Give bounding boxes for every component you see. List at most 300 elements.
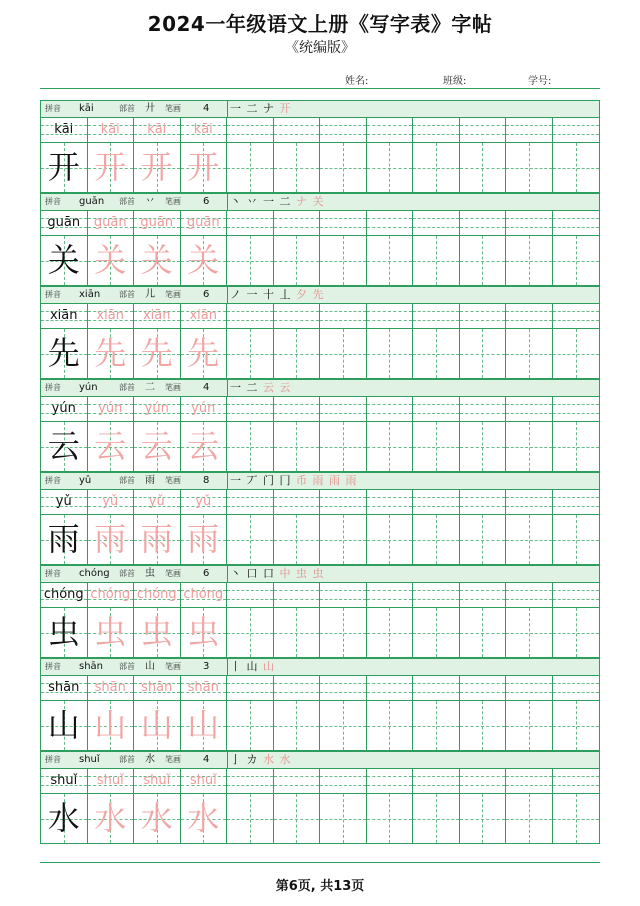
stroke-order-dark: 一 二 ナ [230, 102, 275, 115]
pinyin-cell[interactable] [460, 490, 507, 514]
character-cell [181, 608, 228, 657]
character-cell[interactable] [506, 701, 553, 750]
character-cell [88, 794, 135, 843]
strokes-label: 笔画 [165, 476, 181, 485]
pinyin-cell [181, 490, 228, 514]
name-label: 姓名: [345, 76, 369, 87]
pinyin-cell[interactable] [274, 211, 321, 235]
pinyin-cell[interactable] [227, 490, 274, 514]
pinyin-cell[interactable] [320, 304, 367, 328]
pinyin-cell [181, 397, 228, 421]
pinyin-cell[interactable] [274, 676, 321, 700]
pinyin-cell[interactable] [460, 769, 507, 793]
character-cell[interactable] [367, 515, 414, 564]
pinyin-cell[interactable] [367, 676, 414, 700]
pinyin-trace: chóng [183, 587, 224, 602]
pinyin-cell [181, 211, 228, 235]
pinyin-cell[interactable] [460, 304, 507, 328]
pinyin-cell[interactable] [460, 397, 507, 421]
pinyin-cell[interactable] [413, 118, 460, 142]
pinyin-label: 拼音 [45, 662, 61, 671]
character-cell [41, 515, 88, 564]
character-row [40, 328, 600, 379]
pinyin-trace: guān [186, 215, 220, 230]
pinyin-trace: yún [191, 401, 216, 416]
character-cell[interactable] [460, 422, 507, 471]
pinyin-cell [134, 583, 181, 607]
character-trace: 关 [187, 241, 220, 279]
pinyin-cell[interactable] [553, 304, 600, 328]
pinyin-row [40, 397, 600, 421]
stroke-order-dark: 一 丆 门 冂 [230, 474, 292, 487]
character-example: 云 [47, 427, 80, 465]
character-cell[interactable] [227, 794, 274, 843]
pinyin-cell[interactable] [227, 583, 274, 607]
character-cell[interactable] [553, 701, 600, 750]
pinyin-trace: yún [98, 401, 123, 416]
pinyin-cell[interactable] [506, 769, 553, 793]
entry-header [40, 193, 600, 211]
pinyin-trace: xiān [189, 308, 217, 323]
character-cell[interactable] [274, 143, 321, 192]
entry-strokes: 4 [203, 103, 210, 114]
pinyin-cell [181, 676, 228, 700]
character-cell[interactable] [274, 794, 321, 843]
stroke-order-light: 开 [279, 102, 292, 115]
pinyin-cell[interactable] [460, 676, 507, 700]
strokes-label: 笔画 [165, 662, 181, 671]
character-cell[interactable] [274, 701, 321, 750]
pinyin-cell [88, 118, 135, 142]
radical-label: 部首 [119, 197, 135, 206]
pinyin-cell[interactable] [227, 118, 274, 142]
pinyin-trace: kāi [100, 122, 120, 137]
stroke-order [230, 194, 325, 210]
pinyin-cell[interactable] [553, 397, 600, 421]
character-cell[interactable] [367, 422, 414, 471]
character-example: 虫 [47, 613, 80, 651]
pinyin-cell[interactable] [227, 676, 274, 700]
practice-entry [40, 286, 600, 379]
pinyin-cell[interactable] [553, 676, 600, 700]
strokes-label: 笔画 [165, 104, 181, 113]
entry-radical: 水 [145, 754, 155, 765]
character-cell[interactable] [460, 794, 507, 843]
entry-pinyin: xiān [79, 289, 101, 300]
character-cell [134, 515, 181, 564]
pinyin-label: 拼音 [45, 290, 61, 299]
entry-header [40, 379, 600, 397]
pinyin-cell [88, 304, 135, 328]
pinyin-cell [88, 769, 135, 793]
character-cell[interactable] [413, 236, 460, 285]
character-cell[interactable] [367, 329, 414, 378]
character-trace: 云 [187, 427, 220, 465]
character-cell[interactable] [553, 422, 600, 471]
character-cell[interactable] [227, 143, 274, 192]
pinyin-row [40, 676, 600, 700]
character-row [40, 514, 600, 565]
character-cell[interactable] [413, 608, 460, 657]
pinyin-cell[interactable] [367, 397, 414, 421]
character-trace: 水 [140, 799, 173, 837]
pinyin-cell[interactable] [553, 490, 600, 514]
entry-info [41, 380, 228, 396]
pinyin-cell[interactable] [274, 397, 321, 421]
pinyin-cell[interactable] [460, 118, 507, 142]
practice-entry [40, 100, 600, 193]
character-cell[interactable] [460, 515, 507, 564]
pinyin-cell[interactable] [413, 211, 460, 235]
pinyin-cell[interactable] [320, 769, 367, 793]
pinyin-trace: shuǐ [189, 773, 217, 788]
radical-label: 部首 [119, 383, 135, 392]
pinyin-cell[interactable] [320, 211, 367, 235]
entry-info [41, 194, 228, 210]
pinyin-trace: kāi [193, 122, 213, 137]
practice-grid [40, 100, 600, 844]
pinyin-row [40, 211, 600, 235]
character-cell[interactable] [413, 143, 460, 192]
character-cell[interactable] [506, 515, 553, 564]
entry-strokes: 6 [203, 568, 210, 579]
stroke-order-light: 币 雨 雨 雨 [296, 474, 358, 487]
pinyin-cell [181, 769, 228, 793]
practice-entry [40, 658, 600, 751]
stroke-order [230, 659, 275, 675]
character-row [40, 142, 600, 193]
pinyin-cell[interactable] [413, 304, 460, 328]
pinyin-cell[interactable] [413, 769, 460, 793]
character-cell[interactable] [413, 515, 460, 564]
pinyin-cell[interactable] [367, 118, 414, 142]
character-cell [88, 701, 135, 750]
character-trace: 关 [140, 241, 173, 279]
strokes-label: 笔画 [165, 197, 181, 206]
character-cell[interactable] [227, 608, 274, 657]
strokes-label: 笔画 [165, 290, 181, 299]
stroke-order-light: 中 虫 虫 [279, 567, 325, 580]
entry-info [41, 752, 228, 768]
character-cell[interactable] [506, 794, 553, 843]
character-cell [181, 701, 228, 750]
character-cell [181, 794, 228, 843]
character-cell[interactable] [553, 143, 600, 192]
stroke-order-light: 水 水 [263, 753, 292, 766]
pinyin-cell[interactable] [413, 583, 460, 607]
character-cell[interactable] [320, 329, 367, 378]
character-cell[interactable] [274, 515, 321, 564]
pinyin-cell [134, 769, 181, 793]
pinyin-row [40, 583, 600, 607]
character-cell[interactable] [413, 794, 460, 843]
character-trace: 水 [187, 799, 220, 837]
entry-header [40, 658, 600, 676]
character-cell [134, 143, 181, 192]
character-cell[interactable] [320, 608, 367, 657]
pinyin-cell[interactable] [320, 118, 367, 142]
pinyin-trace: yún [144, 401, 169, 416]
character-cell [88, 143, 135, 192]
pinyin-trace: guān [140, 215, 174, 230]
pinyin-trace: shān [141, 680, 173, 695]
character-cell[interactable] [506, 143, 553, 192]
header-divider [40, 88, 600, 89]
pinyin-cell [181, 583, 228, 607]
pinyin-cell[interactable] [553, 583, 600, 607]
pinyin-cell[interactable] [553, 769, 600, 793]
character-cell[interactable] [367, 608, 414, 657]
character-trace: 云 [94, 427, 127, 465]
character-row [40, 235, 600, 286]
radical-label: 部首 [119, 290, 135, 299]
stroke-order-light: 山 [263, 660, 275, 673]
radical-label: 部首 [119, 104, 135, 113]
pinyin-trace: yǔ [102, 494, 119, 509]
pinyin-cell [134, 676, 181, 700]
character-cell [181, 515, 228, 564]
pinyin-cell[interactable] [413, 676, 460, 700]
character-cell[interactable] [506, 608, 553, 657]
character-cell[interactable] [320, 422, 367, 471]
character-cell[interactable] [367, 794, 414, 843]
character-cell[interactable] [553, 515, 600, 564]
pinyin-cell[interactable] [274, 118, 321, 142]
character-cell [41, 236, 88, 285]
stroke-order [230, 101, 292, 117]
entry-pinyin: kāi [79, 103, 94, 114]
character-cell[interactable] [460, 608, 507, 657]
pinyin-row [40, 304, 600, 328]
entry-pinyin: chóng [79, 568, 110, 579]
pinyin-cell[interactable] [320, 397, 367, 421]
stroke-order-dark: 丨 山 [230, 660, 259, 673]
pinyin-cell[interactable] [367, 304, 414, 328]
pinyin-cell [88, 676, 135, 700]
stroke-order-dark: 一 二 [230, 381, 259, 394]
pinyin-cell[interactable] [506, 676, 553, 700]
practice-entry [40, 379, 600, 472]
pinyin-cell[interactable] [506, 118, 553, 142]
character-cell[interactable] [460, 701, 507, 750]
stroke-order [230, 287, 325, 303]
pinyin-cell [88, 397, 135, 421]
pinyin-cell [88, 583, 135, 607]
character-cell[interactable] [274, 608, 321, 657]
pinyin-cell[interactable] [506, 211, 553, 235]
character-cell[interactable] [320, 515, 367, 564]
entry-radical: 虫 [145, 568, 155, 579]
pinyin-cell[interactable] [460, 583, 507, 607]
character-cell[interactable] [320, 701, 367, 750]
pinyin-cell[interactable] [553, 118, 600, 142]
pinyin-cell[interactable] [506, 397, 553, 421]
character-cell [134, 329, 181, 378]
pinyin-cell[interactable] [506, 490, 553, 514]
pinyin-cell[interactable] [506, 583, 553, 607]
character-cell [134, 422, 181, 471]
pinyin-trace: shān [94, 680, 126, 695]
pinyin-cell [134, 118, 181, 142]
character-cell[interactable] [553, 794, 600, 843]
character-row [40, 607, 600, 658]
pinyin-cell[interactable] [274, 583, 321, 607]
pinyin-cell[interactable] [320, 676, 367, 700]
character-row [40, 700, 600, 751]
character-cell [181, 143, 228, 192]
character-cell[interactable] [413, 329, 460, 378]
character-cell [88, 329, 135, 378]
entry-header [40, 100, 600, 118]
pinyin-cell [41, 769, 88, 793]
radical-label: 部首 [119, 569, 135, 578]
character-cell [41, 329, 88, 378]
character-cell [181, 329, 228, 378]
pinyin-example: xiān [49, 308, 78, 323]
pinyin-cell[interactable] [553, 211, 600, 235]
character-trace: 山 [187, 706, 220, 744]
pinyin-label: 拼音 [45, 476, 61, 485]
character-trace: 虫 [94, 613, 127, 651]
pinyin-trace: xiān [96, 308, 124, 323]
entry-header [40, 472, 600, 490]
pinyin-cell[interactable] [227, 211, 274, 235]
stroke-order-dark: 丶 丷 一 二 [230, 195, 292, 208]
pinyin-label: 拼音 [45, 197, 61, 206]
pinyin-cell[interactable] [227, 769, 274, 793]
pinyin-cell[interactable] [367, 769, 414, 793]
pinyin-cell[interactable] [274, 769, 321, 793]
practice-entry [40, 565, 600, 658]
pinyin-row [40, 118, 600, 142]
character-trace: 云 [140, 427, 173, 465]
character-cell[interactable] [227, 236, 274, 285]
character-trace: 先 [94, 334, 127, 372]
character-cell[interactable] [274, 329, 321, 378]
character-cell[interactable] [227, 329, 274, 378]
pinyin-example: yún [51, 401, 76, 416]
character-trace: 先 [187, 334, 220, 372]
entry-info [41, 287, 228, 303]
pinyin-cell[interactable] [413, 490, 460, 514]
character-cell [181, 422, 228, 471]
character-cell[interactable] [320, 143, 367, 192]
character-cell[interactable] [367, 236, 414, 285]
character-cell[interactable] [553, 608, 600, 657]
character-cell[interactable] [413, 422, 460, 471]
pinyin-cell [134, 397, 181, 421]
pinyin-row [40, 769, 600, 793]
character-cell[interactable] [227, 515, 274, 564]
pinyin-cell[interactable] [506, 304, 553, 328]
character-cell[interactable] [320, 794, 367, 843]
pinyin-example: yǔ [55, 494, 72, 509]
pinyin-cell[interactable] [227, 397, 274, 421]
pinyin-cell [41, 490, 88, 514]
pinyin-cell[interactable] [460, 211, 507, 235]
pinyin-cell[interactable] [367, 583, 414, 607]
character-trace: 水 [94, 799, 127, 837]
stroke-order-dark: ノ 一 十 丄 [230, 288, 292, 301]
character-cell[interactable] [320, 236, 367, 285]
character-cell[interactable] [460, 329, 507, 378]
character-cell[interactable] [413, 701, 460, 750]
entry-pinyin: shān [79, 661, 104, 672]
pinyin-cell[interactable] [367, 211, 414, 235]
character-cell [41, 422, 88, 471]
character-cell[interactable] [367, 701, 414, 750]
character-trace: 雨 [140, 520, 173, 558]
character-cell [134, 236, 181, 285]
character-trace: 虫 [187, 613, 220, 651]
strokes-label: 笔画 [165, 383, 181, 392]
character-cell[interactable] [460, 236, 507, 285]
pinyin-trace: shān [187, 680, 219, 695]
character-row [40, 793, 600, 844]
entry-pinyin: yún [79, 382, 98, 393]
pinyin-cell[interactable] [274, 490, 321, 514]
character-trace: 山 [140, 706, 173, 744]
character-cell [88, 515, 135, 564]
character-cell[interactable] [506, 236, 553, 285]
entry-info [41, 566, 228, 582]
footer-divider [40, 862, 600, 863]
pinyin-cell [134, 304, 181, 328]
character-cell[interactable] [227, 422, 274, 471]
entry-radical: 雨 [145, 475, 155, 486]
pinyin-cell[interactable] [227, 304, 274, 328]
pinyin-cell[interactable] [320, 490, 367, 514]
pinyin-trace: guān [93, 215, 127, 230]
character-cell[interactable] [274, 236, 321, 285]
pinyin-cell[interactable] [274, 304, 321, 328]
character-cell [41, 608, 88, 657]
pinyin-example: chóng [43, 587, 84, 602]
practice-entry [40, 472, 600, 565]
pinyin-cell [41, 583, 88, 607]
stroke-order-light: 云 云 [263, 381, 292, 394]
pinyin-cell [41, 676, 88, 700]
character-cell [88, 608, 135, 657]
character-example: 水 [47, 799, 80, 837]
entry-pinyin: guān [79, 196, 105, 207]
character-example: 先 [47, 334, 80, 372]
pinyin-trace: yǔ [148, 494, 165, 509]
pinyin-cell [41, 211, 88, 235]
pinyin-cell [134, 490, 181, 514]
character-cell[interactable] [506, 329, 553, 378]
character-cell[interactable] [460, 143, 507, 192]
pinyin-cell[interactable] [367, 490, 414, 514]
pinyin-trace: xiān [142, 308, 171, 323]
pinyin-trace: shuǐ [143, 773, 171, 788]
character-cell [41, 701, 88, 750]
number-label: 学号: [528, 76, 552, 87]
stroke-order [230, 380, 292, 396]
character-cell[interactable] [227, 701, 274, 750]
character-cell[interactable] [367, 143, 414, 192]
character-cell[interactable] [553, 329, 600, 378]
pinyin-trace: shuǐ [96, 773, 124, 788]
character-cell[interactable] [506, 422, 553, 471]
pinyin-trace: yǔ [195, 494, 212, 509]
character-cell[interactable] [553, 236, 600, 285]
pinyin-label: 拼音 [45, 755, 61, 764]
pinyin-cell[interactable] [320, 583, 367, 607]
character-trace: 关 [94, 241, 127, 279]
pinyin-cell[interactable] [413, 397, 460, 421]
character-cell[interactable] [274, 422, 321, 471]
